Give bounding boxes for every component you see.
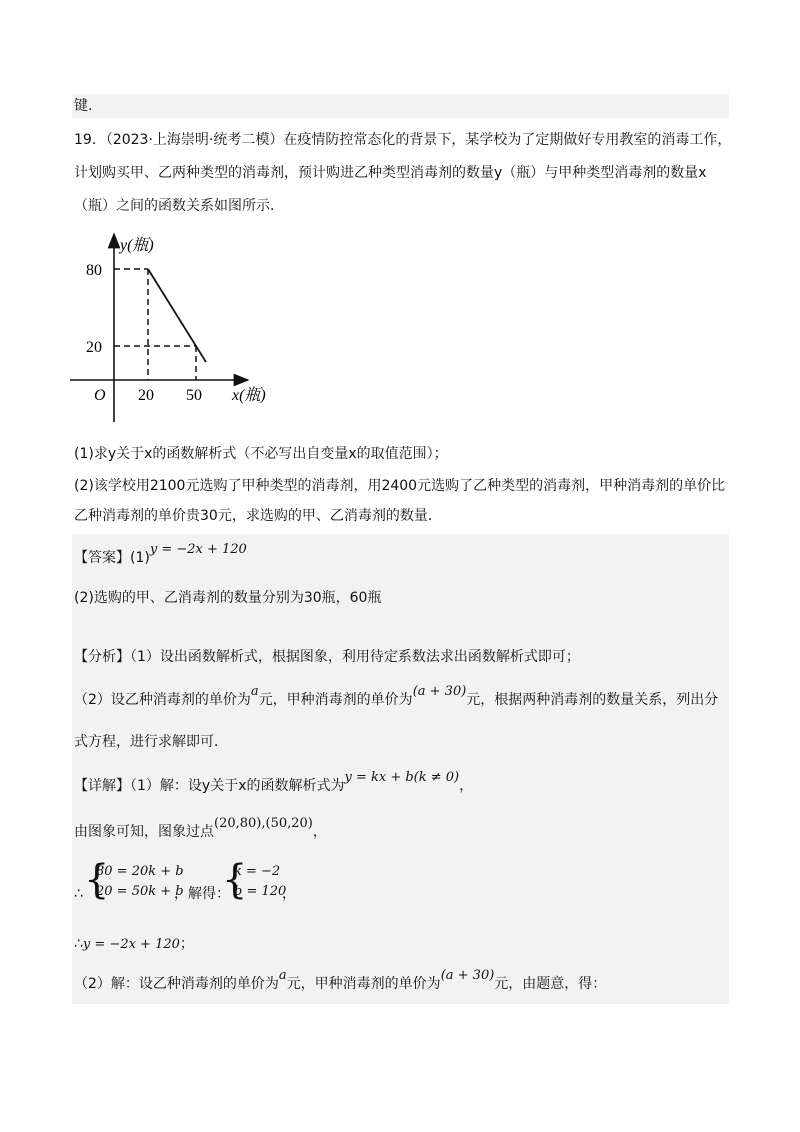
detail-text-4c: 元，由题意，得： — [494, 976, 607, 992]
therefore-symbol-2: ∴ — [74, 936, 83, 952]
equation-system-1 — [84, 857, 184, 903]
equation-system-2 — [222, 857, 287, 903]
x-axis-label: x(瓶) — [232, 387, 266, 404]
detail-text-4b: 元，甲种消毒剂的单价为 — [286, 976, 441, 992]
answer-part-2: (2)选购的甲、乙消毒剂的数量分别为30瓶，60瓶 — [74, 590, 382, 606]
detail-line-2 — [74, 816, 327, 843]
x-tick-20: 20 — [138, 387, 154, 404]
question-1: (1)求y关于x的函数解析式（不必写出自变量x的取值范围）； — [74, 446, 448, 462]
answer-label: 【答案】(1) — [74, 550, 150, 566]
brace-2: { — [222, 857, 248, 903]
analysis-text-c: 元，根据两种消毒剂的数量关系，列出分 — [466, 692, 719, 708]
detail-punct-3: ； — [179, 936, 194, 952]
origin-label: O — [94, 387, 106, 404]
y-tick-80: 80 — [86, 262, 102, 279]
analysis-label: 【分析】 — [74, 649, 130, 665]
detail-var-a: a — [278, 968, 287, 983]
analysis-expr: (a + 30) — [412, 684, 467, 699]
analysis-line-1 — [74, 647, 580, 667]
detail-expr-4: (a + 30) — [440, 968, 495, 983]
brace-1: { — [84, 857, 110, 903]
function-segment — [148, 269, 206, 362]
detail-line-1 — [74, 770, 474, 797]
analysis-var-a: a — [250, 684, 259, 699]
function-graph — [64, 228, 294, 428]
problem-line-3: （瓶）之间的函数关系如图所示． — [74, 198, 284, 214]
equation-2a: k = −2 — [234, 864, 281, 879]
problem-line-1: 19．（2023·上海崇明·统考二模）在疫情防控常态化的背景下，某学校为了定期做好专用教室的消毒工作， — [74, 132, 732, 148]
equation-1b: 20 = 50k + b — [96, 884, 184, 899]
detail-text-4a: （2）解：设乙种消毒剂的单价为 — [74, 976, 279, 992]
analysis-part-1: （1）设出函数解析式，根据图象，利用待定系数法求出函数解析式即可； — [130, 649, 580, 665]
detail-result: y = −2x + 120 — [82, 937, 180, 952]
problem-line-2: 计划购买甲、乙两种类型的消毒剂，预计购进乙种类型消毒剂的数量y（瓶）与甲种类型消毒剂的数量x — [74, 165, 707, 181]
analysis-text-a: （2）设乙种消毒剂的单价为 — [74, 692, 251, 708]
detail-result-line — [74, 934, 194, 955]
equation-1a: 80 = 20k + b — [96, 864, 184, 879]
answer-formula: y = −2x + 120 — [149, 542, 247, 557]
detail-text-2: 由图象可知，图象过点 — [74, 824, 214, 840]
detail-punct-1: ， — [459, 778, 474, 794]
analysis-line-3: 式方程，进行求解即可． — [74, 734, 228, 750]
solve-text: ，解得： — [174, 886, 230, 902]
y-axis-label: y(瓶) — [120, 237, 154, 254]
system-2-punct: ， — [282, 886, 296, 902]
analysis-text-b: 元，甲种消毒剂的单价为 — [258, 692, 413, 708]
therefore-symbol-1: ∴ — [74, 886, 83, 902]
question-2-line-2: 乙种消毒剂的单价贵30元，求选购的甲、乙消毒剂的数量． — [74, 508, 442, 524]
detail-line-4 — [74, 968, 607, 995]
question-2-line-1: (2)该学校用2100元选购了甲种类型的消毒剂，用2400元选购了乙种类型的消毒剂，甲种消毒剂的单价比 — [74, 478, 726, 494]
analysis-line-2 — [74, 684, 719, 711]
equation-2b: b = 120 — [234, 884, 287, 899]
detail-punct-2: ， — [312, 824, 327, 840]
detail-label: 【详解】 — [74, 778, 130, 794]
previous-solution-shade — [72, 94, 729, 118]
detail-points: (20,80),(50,20) — [214, 816, 313, 831]
previous-solution-fragment: 键. — [74, 98, 93, 114]
x-tick-50: 50 — [186, 387, 202, 404]
answer-line-1 — [74, 542, 247, 569]
detail-expr-1: y = kx + b(k ≠ 0) — [344, 770, 460, 785]
detail-text-1: （1）解：设y关于x的函数解析式为 — [130, 778, 345, 794]
y-tick-20: 20 — [86, 339, 102, 356]
